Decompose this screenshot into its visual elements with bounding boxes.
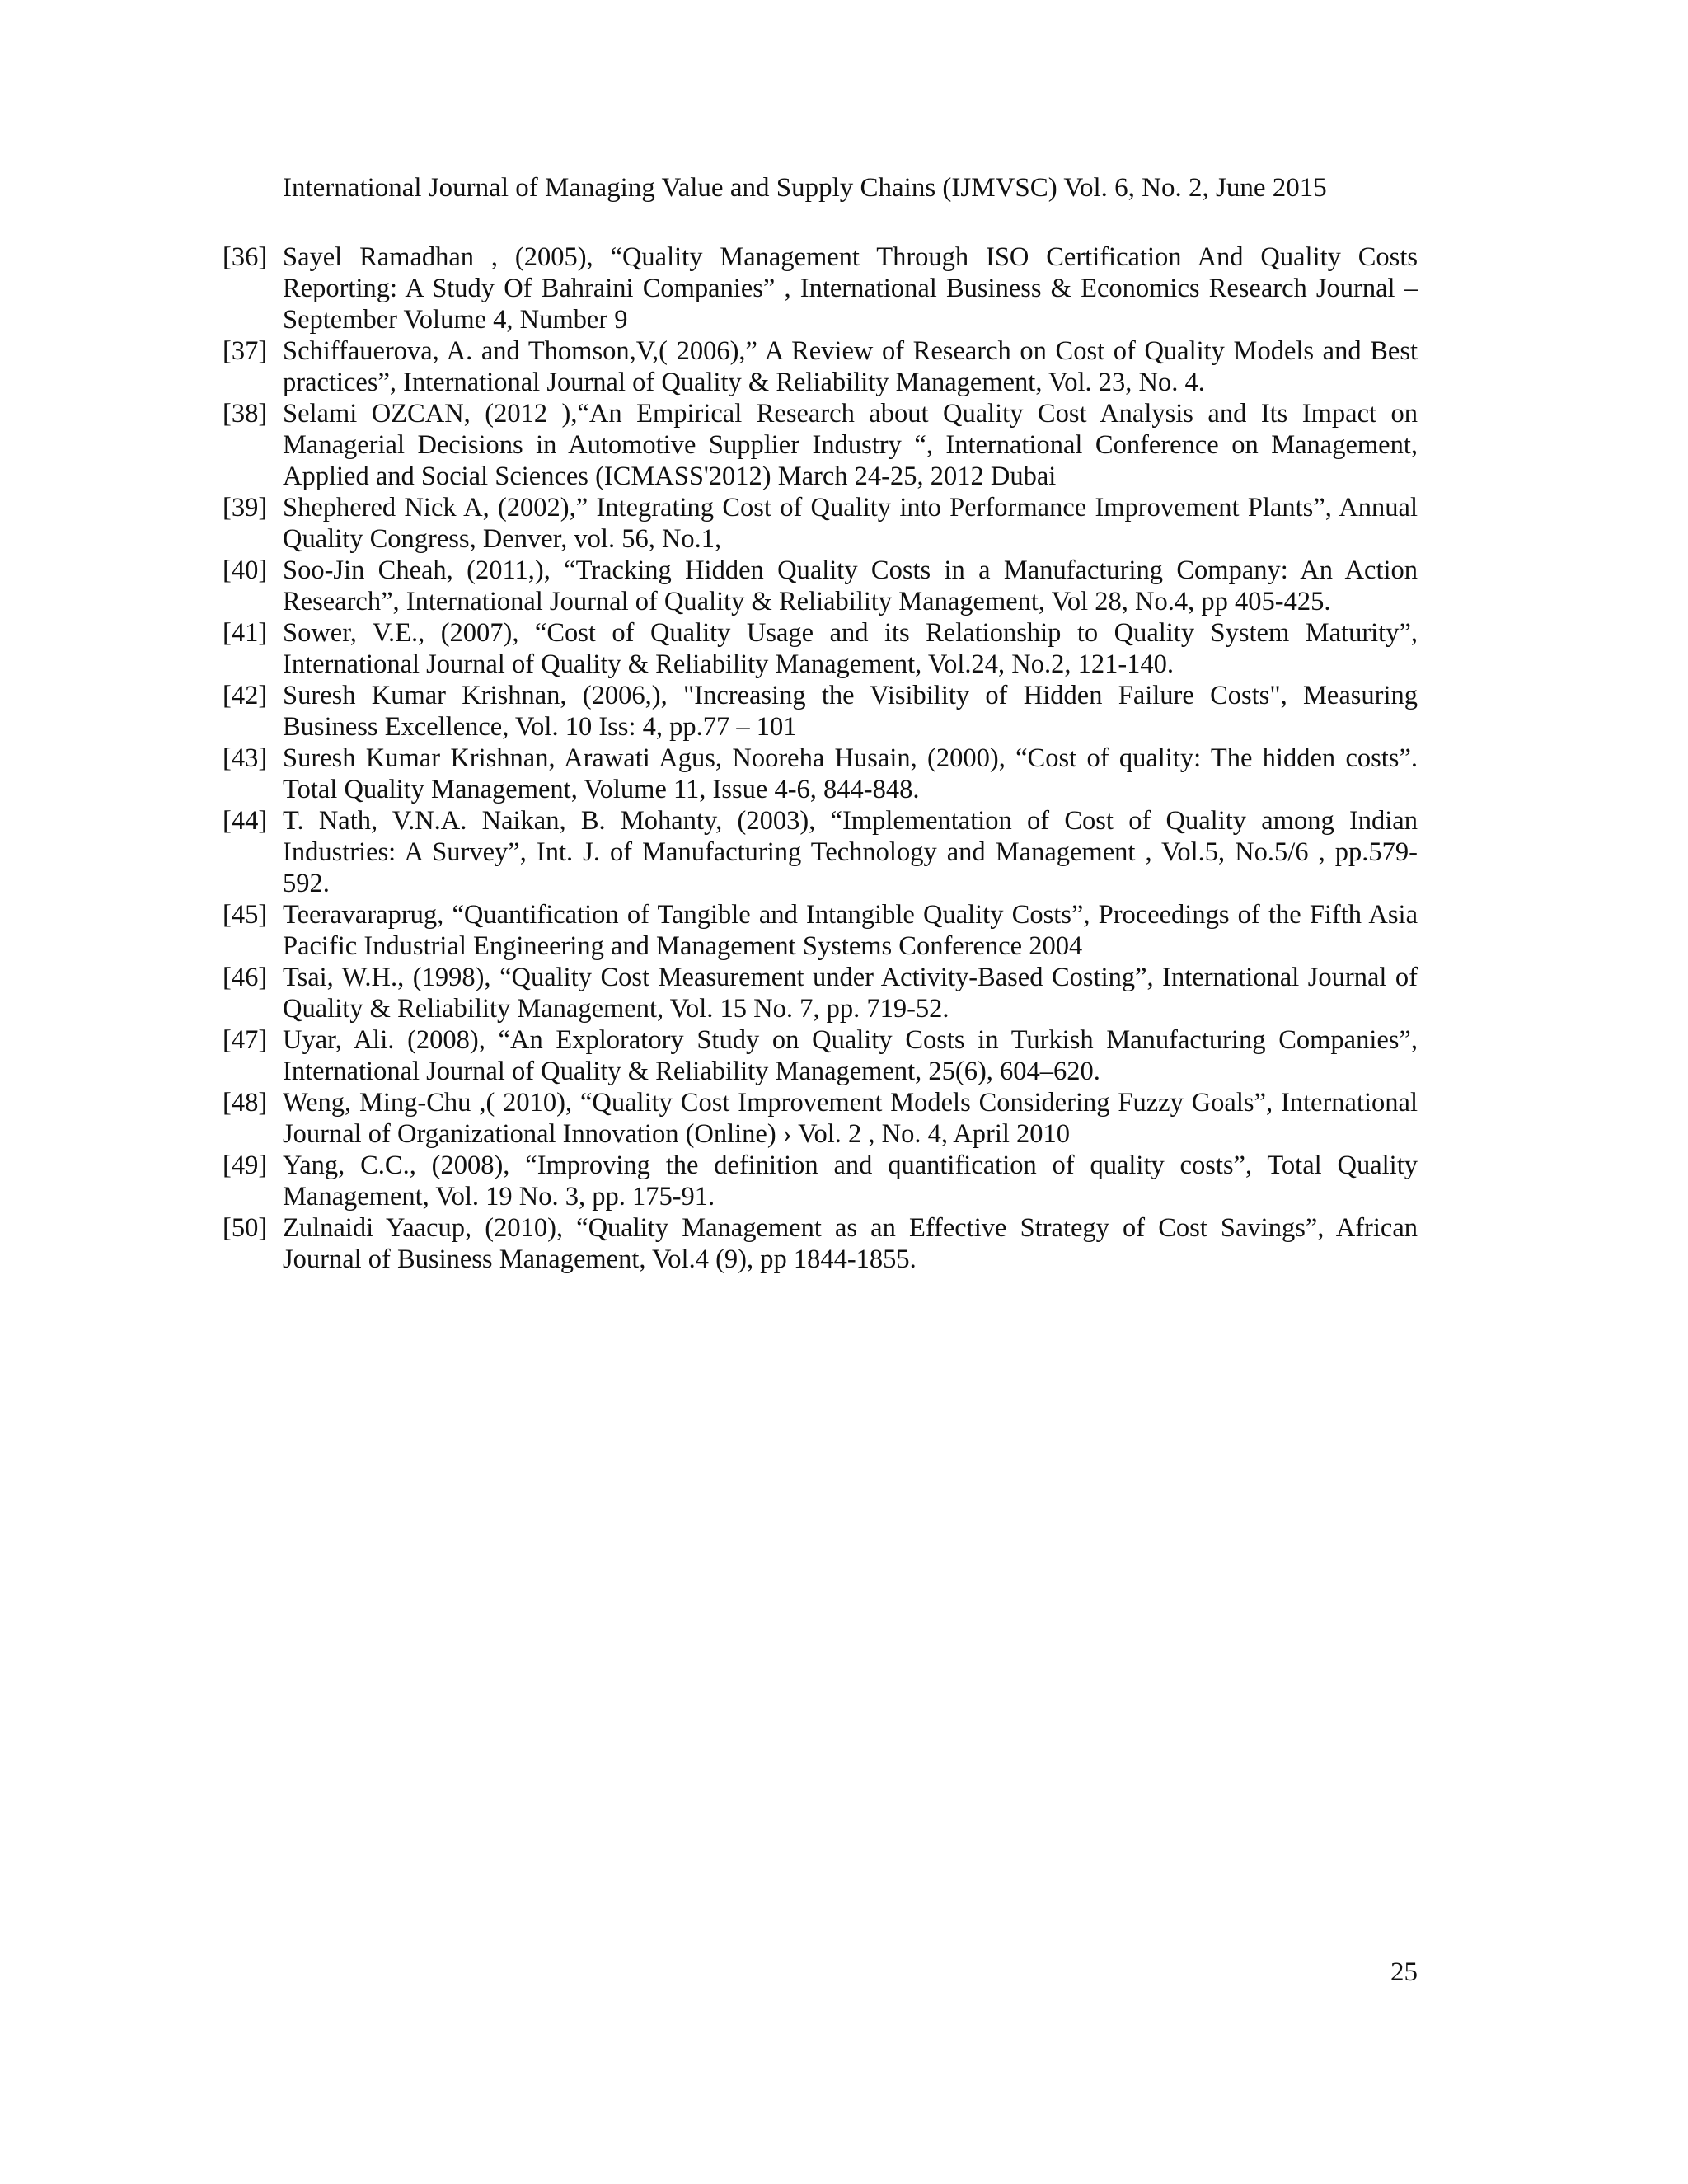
reference-text: Teeravaraprug, “Quantification of Tangible and Intangible Quality Costs”, Proceedings of the Fifth Asia Pacific Industrial Engineering and Management Systems Conference 2004 [283,900,1418,961]
reference-number: [47] [223,1025,268,1055]
reference-item [223,1024,1418,1087]
reference-number: [49] [223,1151,268,1180]
reference-number: [36] [223,242,268,272]
reference-text: Yang, C.C., (2008), “Improving the definition and quantification of quality costs”, Total Quality Management, Vol. 19 No. 3, pp. 175-91. [283,1151,1418,1212]
reference-number: [41] [223,618,268,648]
reference-text: Soo-Jin Cheah, (2011,), “Tracking Hidden Quality Costs in a Manufacturing Company: An Action Research”, International Journal of Quality & Reliability Management, Vol 28, No.4, pp 405-425. [283,555,1418,616]
reference-list [223,241,1418,1275]
reference-text: Zulnaidi Yaacup, (2010), “Quality Management as an Effective Strategy of Cost Savings”, African Journal of Business Management, Vol.4 (9), pp 1844-1855. [283,1213,1418,1274]
reference-item [223,743,1418,805]
reference-number: [45] [223,900,268,930]
reference-number: [40] [223,555,268,585]
reference-text: Suresh Kumar Krishnan, Arawati Agus, Nooreha Husain, (2000), “Cost of quality: The hidden costs”. Total Quality Management, Volume 11, Issue 4-6, 844-848. [283,743,1418,804]
reference-number: [39] [223,493,268,523]
reference-item [223,398,1418,492]
reference-text: Sayel Ramadhan , (2005), “Quality Management Through ISO Certification And Quality Costs Reporting: A Study Of Bahraini Companies” , International Business & Economics Research Journal – September Volume 4, Number 9 [283,242,1418,335]
reference-text: Weng, Ming-Chu ,( 2010), “Quality Cost Improvement Models Considering Fuzzy Goals”, International Journal of Organizational Innovation (Online) › Vol. 2 , No. 4, April 2010 [283,1088,1418,1149]
reference-number: [44] [223,806,268,836]
reference-text: Sower, V.E., (2007), “Cost of Quality Usage and its Relationship to Quality System Maturity”, International Journal of Quality & Reliability Management, Vol.24, No.2, 121-140. [283,618,1418,679]
reference-item [223,805,1418,899]
reference-text: Schiffauerova, A. and Thomson,V,( 2006),” A Review of Research on Cost of Quality Models and Best practices”, International Journal of Quality & Reliability Management, Vol. 23, No. 4. [283,336,1418,397]
reference-number: [48] [223,1088,268,1118]
reference-number: [46] [223,963,268,992]
reference-text: Uyar, Ali. (2008), “An Exploratory Study on Quality Costs in Turkish Manufacturing Companies”, International Journal of Quality & Reliability Management, 25(6), 604–620. [283,1025,1418,1086]
reference-item [223,335,1418,398]
reference-number: [38] [223,399,268,429]
reference-item [223,962,1418,1024]
reference-number: [42] [223,681,268,710]
reference-text: T. Nath, V.N.A. Naikan, B. Mohanty, (2003), “Implementation of Cost of Quality among Indian Industries: A Survey”, Int. J. of Manufacturing Technology and Management , Vol.5, No.5/6 , pp.579-592. [283,806,1418,898]
reference-item [223,680,1418,743]
reference-number: [43] [223,743,268,773]
reference-item [223,492,1418,555]
reference-item [223,241,1418,335]
reference-text: Tsai, W.H., (1998), “Quality Cost Measurement under Activity-Based Costing”, International Journal of Quality & Reliability Management, Vol. 15 No. 7, pp. 719-52. [283,963,1418,1024]
reference-text: Shephered Nick A, (2002),” Integrating Cost of Quality into Performance Improvement Plants”, Annual Quality Congress, Denver, vol. 56, No.1, [283,493,1418,554]
reference-item [223,1087,1418,1150]
reference-item [223,899,1418,962]
reference-text: Selami OZCAN, (2012 ),“An Empirical Research about Quality Cost Analysis and Its Impact on Managerial Decisions in Automotive Supplier Industry “, International Conference on Management, Applied and Social Sciences (ICMASS'2012) March 24-25, 2012 Dubai [283,399,1418,491]
reference-item [223,617,1418,680]
reference-number: [50] [223,1213,268,1243]
page-number: 25 [1390,1957,1418,1987]
running-header: International Journal of Managing Value and Supply Chains (IJMVSC) Vol. 6, No. 2, June 2015 [283,173,1327,203]
reference-text: Suresh Kumar Krishnan, (2006,), "Increasing the Visibility of Hidden Failure Costs", Measuring Business Excellence, Vol. 10 Iss: 4, pp.77 – 101 [283,681,1418,742]
reference-item [223,1212,1418,1275]
reference-item [223,1150,1418,1212]
reference-number: [37] [223,336,268,366]
reference-item [223,555,1418,617]
